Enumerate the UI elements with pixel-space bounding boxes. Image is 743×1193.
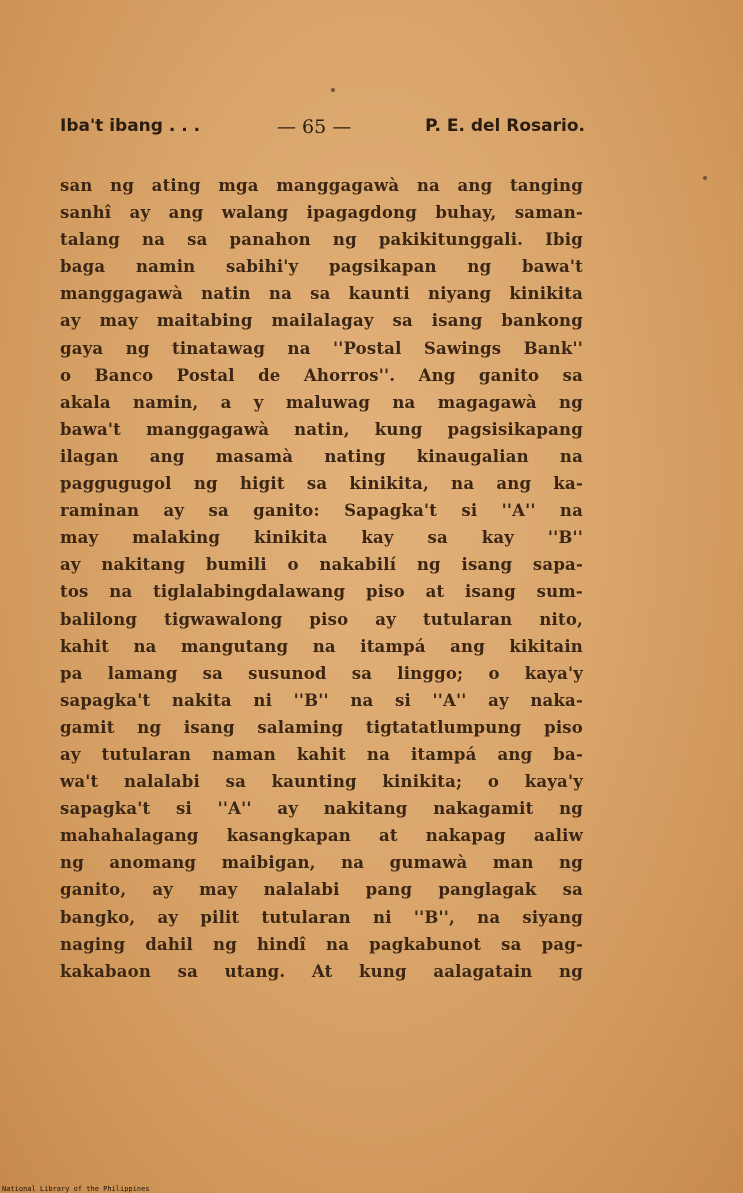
text-line: baga namin sabihi'y pagsikapan ng bawa't [60, 257, 583, 277]
text-line: tos na tiglalabingdalawang piso at isang sum- [60, 582, 583, 602]
text-line: ay tutularan naman kahit na itampá ang ba- [60, 744, 583, 764]
text-line: san ng ating mga manggagawà na ang tanging [60, 176, 583, 195]
running-header [60, 116, 585, 142]
text-line: bangko, ay pilit tutularan ni ''B'', na siyang [60, 907, 583, 927]
text-line: sapagka't si ''A'' ay nakitang nakagamit ng [60, 799, 583, 819]
text-line: ilagan ang masamà nating kinaugalian na [60, 446, 583, 466]
text-line: naging dahil ng hindî na pagkabunot sa pag- [60, 934, 583, 954]
text-line: may malaking kinikita kay sa kay ''B'' [60, 528, 583, 548]
text-line: ay nakitang bumili o nakabilí ng isang sapa- [60, 555, 583, 575]
text-line: balilong tigwawalong piso ay tutularan nito, [60, 609, 583, 629]
text-line: sapagka't nakita ni ''B'' na si ''A'' ay naka- [60, 690, 583, 710]
text-line: talang na sa panahon ng pakikitunggali. Ibig [60, 230, 583, 250]
text-line: bawa't manggagawà natin, kung pagsisikapang [60, 419, 583, 439]
text-line: ganito, ay may nalalabi pang panglagak sa [60, 880, 583, 900]
text-line: gaya ng tinatawag na ''Postal Sawings Bank'' [60, 338, 583, 358]
footer-credit: National Library of the Philippines [2, 1185, 150, 1193]
text-line: ay may maitabing mailalagay sa isang bankong [60, 311, 583, 331]
text-line: wa't nalalabi sa kaunting kinikita; o kaya'y [60, 772, 583, 792]
header-author: P. E. del Rosario. [425, 116, 585, 136]
text-line: pa lamang sa susunod sa linggo; o kaya'y [60, 663, 583, 683]
text-line: ng anomang maibigan, na gumawà man ng [60, 853, 583, 873]
text-line: manggagawà natin na sa kaunti niyang kinikita [60, 284, 583, 304]
text-line: akala namin, a y maluwag na magagawà ng [60, 392, 583, 412]
paper-speck [703, 176, 707, 180]
text-line: paggugugol ng higit sa kinikita, na ang ka- [60, 474, 583, 494]
body-text [60, 172, 583, 985]
text-line: mahahalagang kasangkapan at nakapag aaliw [60, 826, 583, 846]
paper-speck [331, 88, 335, 92]
text-line: sanhî ay ang walang ipagagdong buhay, saman- [60, 203, 583, 223]
page-number: — 65 — [277, 116, 352, 138]
header-short-title: Iba't ibang . . . [60, 116, 201, 136]
text-line: gamit ng isang salaming tigtatatlumpung piso [60, 717, 583, 737]
text-line: kakabaon sa utang. At kung aalagatain ng [60, 961, 583, 981]
text-line: raminan ay sa ganito: Sapagka't si ''A'' na [60, 501, 583, 521]
text-line: o Banco Postal de Ahorros''. Ang ganito sa [60, 365, 583, 385]
text-line: kahit na mangutang na itampá ang kikitain [60, 636, 583, 656]
